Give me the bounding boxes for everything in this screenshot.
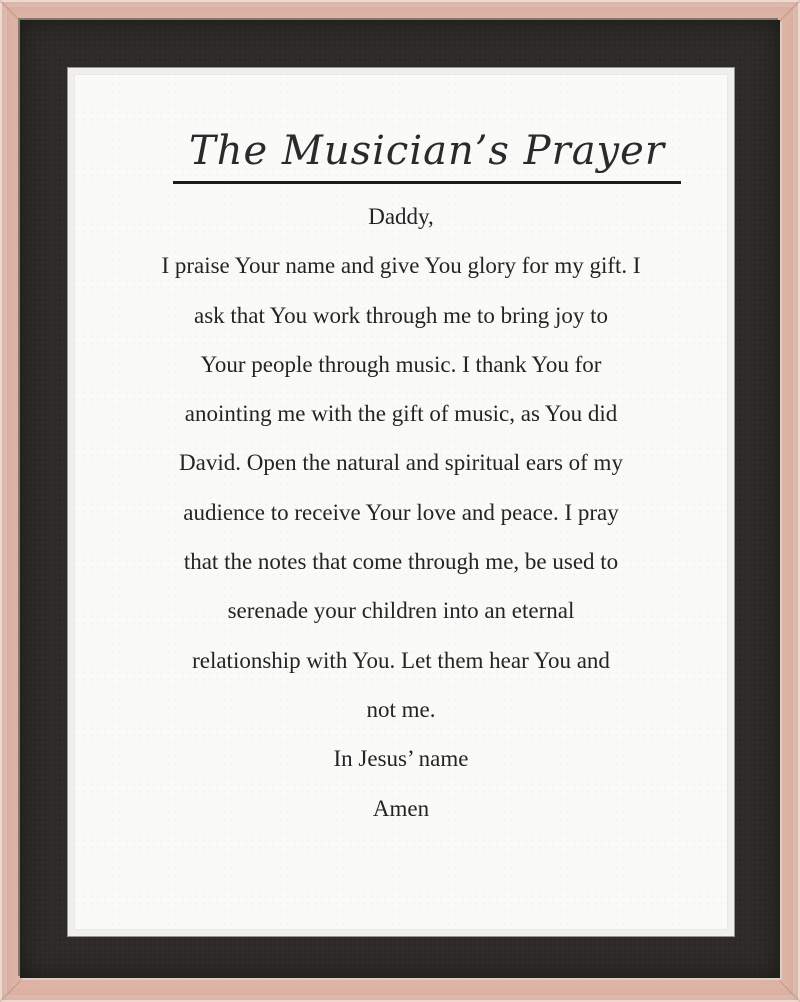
- prayer-line: relationship with You. Let them hear You and: [192, 647, 610, 673]
- prayer-title: The Musician’s Prayer: [173, 128, 681, 184]
- black-mat: [20, 20, 780, 978]
- prayer-line: David. Open the natural and spiritual ears of my: [179, 450, 623, 476]
- prayer-line: that the notes that come through me, be used to: [183, 549, 619, 575]
- prayer-line: Amen: [372, 795, 430, 821]
- prayer-line: I praise Your name and give You glory for my gift. I: [161, 253, 641, 279]
- prayer-line: audience to receive Your love and peace. I pray: [183, 499, 619, 525]
- frame-miter-bottom-left: [0, 980, 21, 1002]
- prayer-line: not me.: [366, 696, 436, 722]
- prayer-line: In Jesus’ name: [333, 746, 469, 772]
- prayer-line: anointing me with the gift of music, as You did: [184, 401, 618, 427]
- frame-miter-top-right: [779, 0, 800, 22]
- prayer-print-paper: [68, 68, 734, 936]
- prayer-line: serenade your children into an eternal: [227, 598, 575, 624]
- prayer-line: Daddy,: [368, 204, 434, 229]
- prayer-text: [74, 192, 728, 833]
- frame-miter-top-left: [0, 0, 21, 22]
- prayer-line: Your people through music. I thank You for: [200, 351, 602, 377]
- prayer-content: [74, 74, 728, 833]
- frame-miter-bottom-right: [779, 980, 800, 1002]
- prayer-line: ask that You work through me to bring joy to: [194, 302, 608, 328]
